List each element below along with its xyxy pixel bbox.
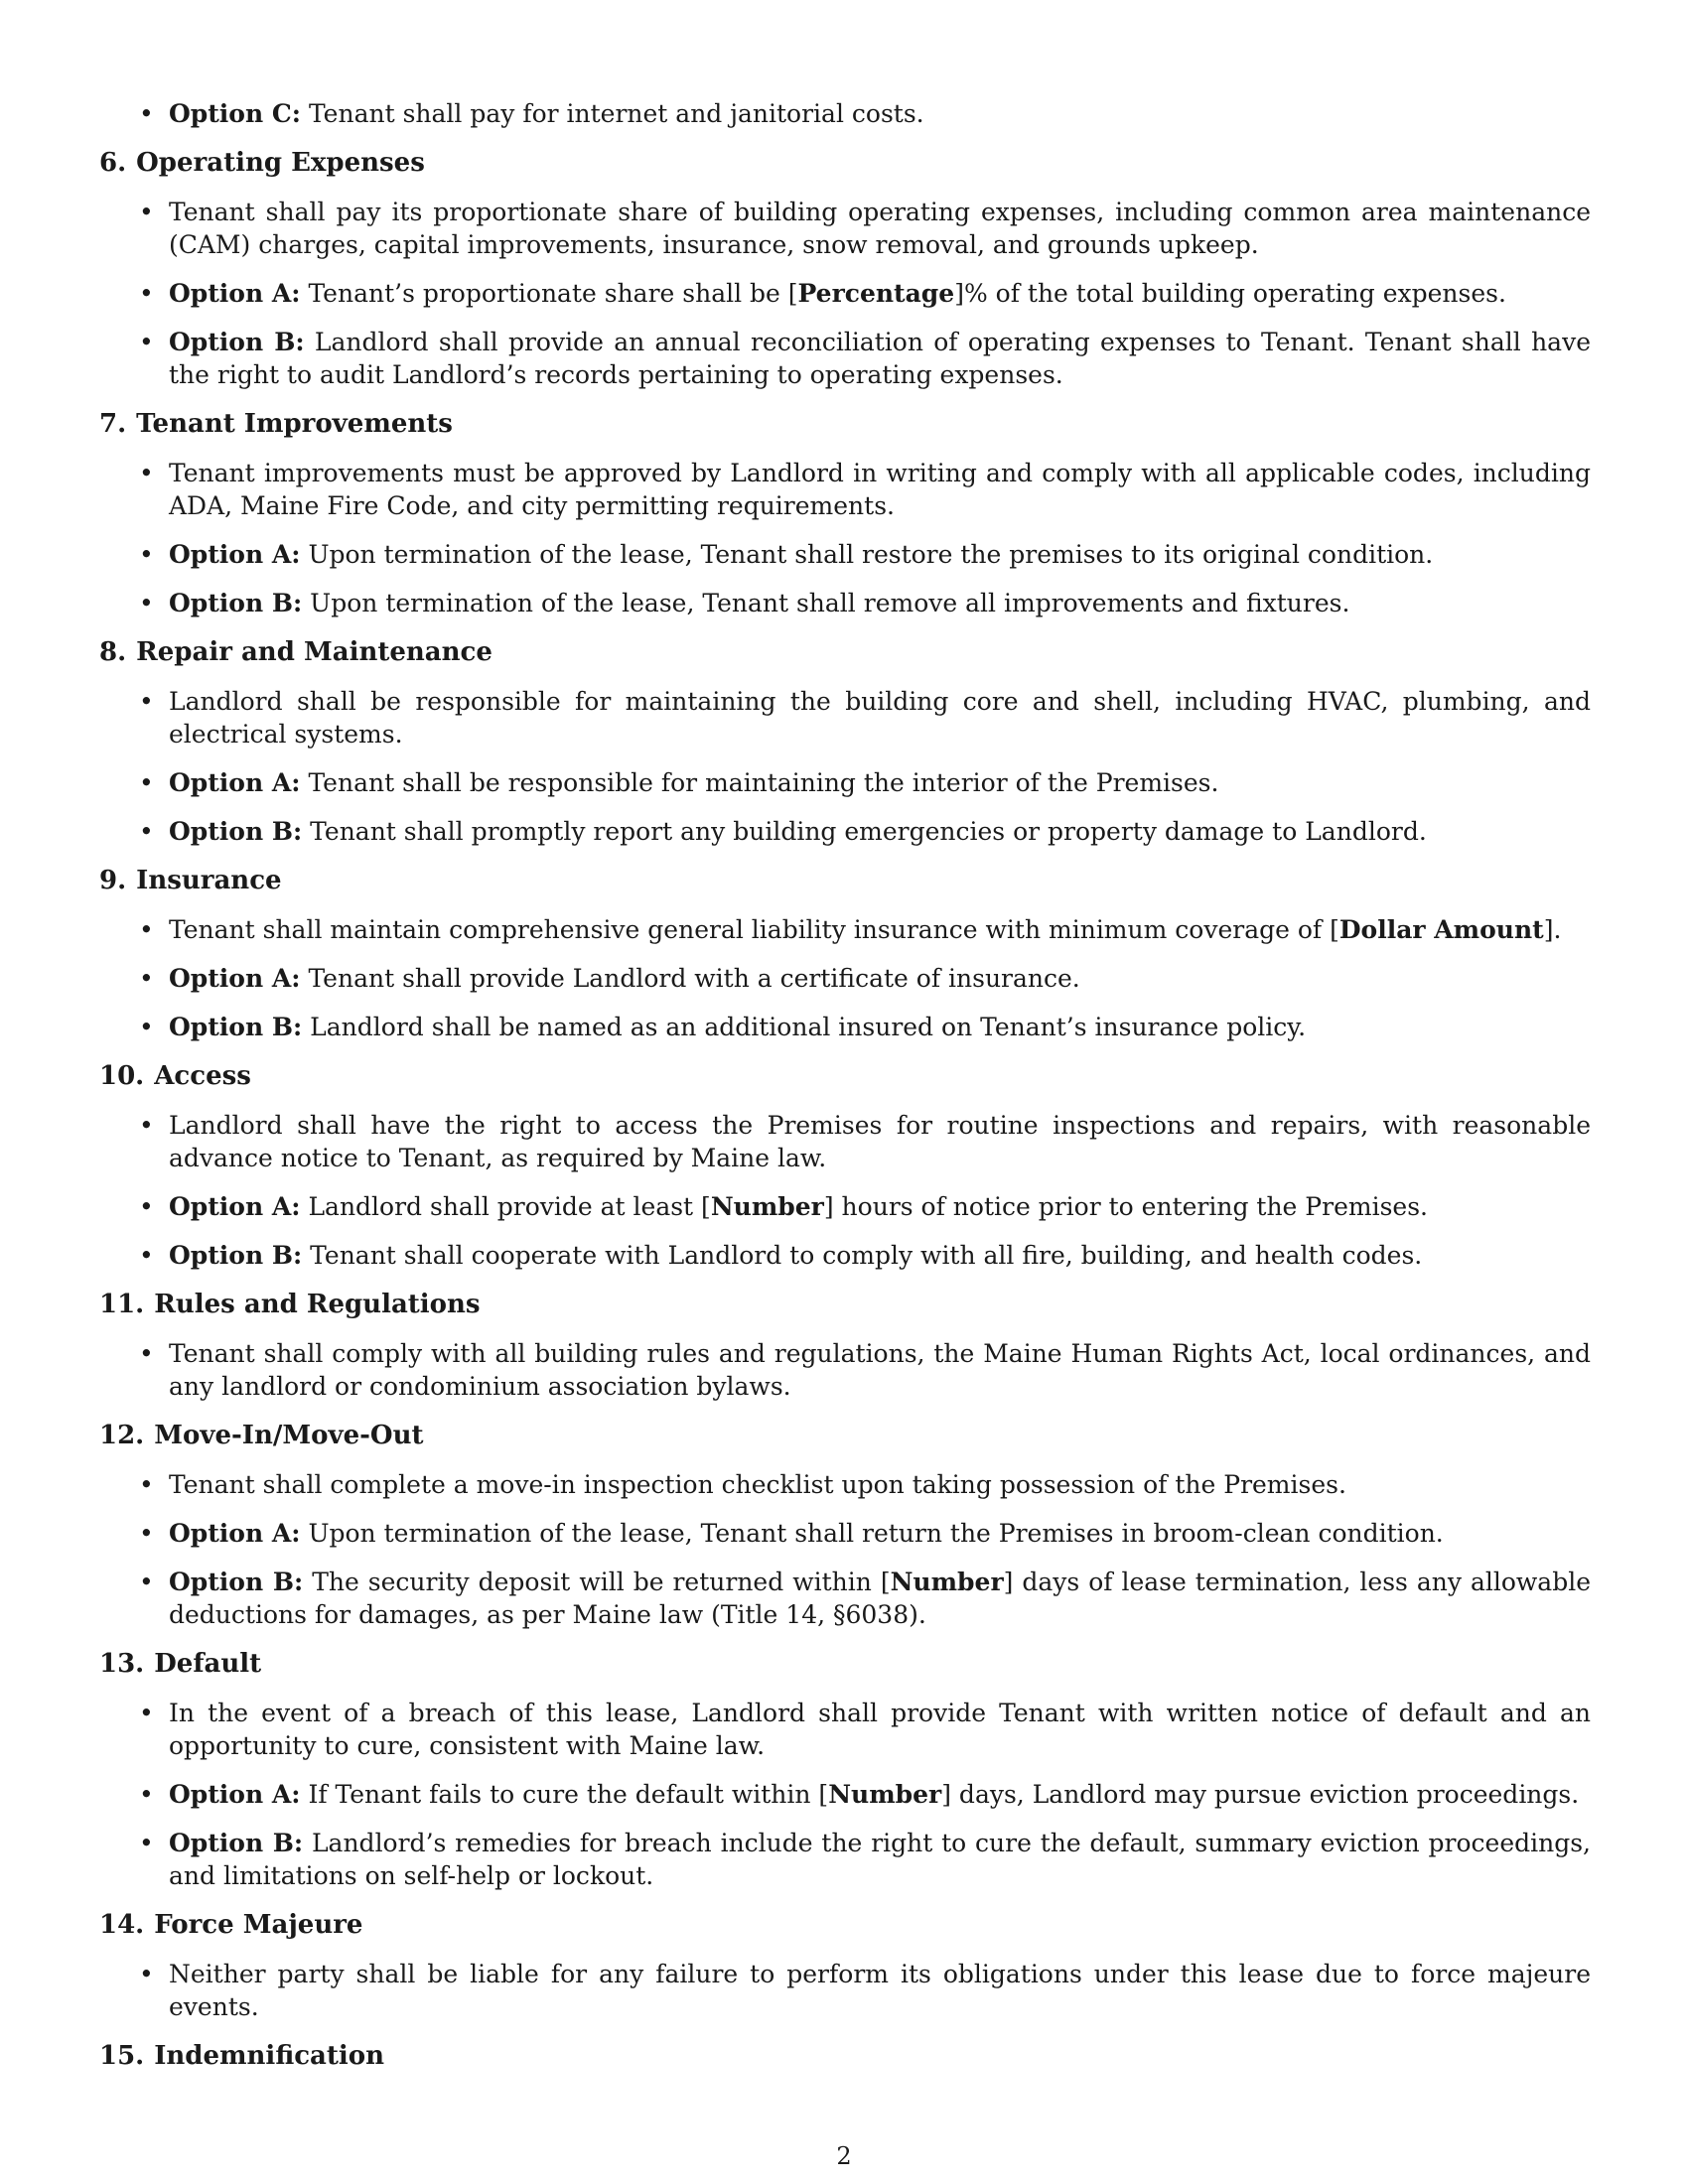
list-item xyxy=(99,196,1591,261)
list-item xyxy=(99,815,1591,848)
item-text: Landlord shall be responsible for maintaining the building core and shell, including HVAC, plumbing, and electrical systems. xyxy=(169,687,1591,749)
item-text: Tenant shall pay its proportionate share of building operating expenses, including common area maintenance (CAM) charges, capital improvements, insurance, snow removal, and grounds upkeep. xyxy=(169,198,1591,259)
option-label: Option A: xyxy=(169,1780,301,1809)
bullet-list xyxy=(99,1958,1591,2023)
list-item xyxy=(99,1697,1591,1762)
section-number: 6. xyxy=(99,148,127,178)
bullet-list xyxy=(99,1468,1591,1631)
list-item xyxy=(99,1517,1591,1550)
list-item xyxy=(99,1778,1591,1811)
section-heading-default xyxy=(99,1647,1591,1681)
option-label: Option C: xyxy=(169,99,301,128)
list-item xyxy=(99,913,1591,946)
option-label: Option B: xyxy=(169,817,303,846)
section-title: Repair and Maintenance xyxy=(136,637,492,667)
list-item xyxy=(99,1566,1591,1631)
section-number: 13. xyxy=(99,1649,145,1679)
section-title: Operating Expenses xyxy=(136,148,425,178)
list-item xyxy=(99,962,1591,995)
section-heading-insurance xyxy=(99,864,1591,897)
section-title: Access xyxy=(154,1061,251,1091)
list-item xyxy=(99,97,1591,130)
section-number: 14. xyxy=(99,1910,145,1940)
section-heading-repair-and-maintenance xyxy=(99,635,1591,669)
section-title: Tenant Improvements xyxy=(136,409,453,439)
section-heading-indemnification xyxy=(99,2039,1591,2073)
section-heading-tenant-improvements xyxy=(99,407,1591,441)
option-label: Option B: xyxy=(169,589,303,617)
list-item xyxy=(99,1190,1591,1223)
list-item xyxy=(99,685,1591,751)
section-heading-rules-and-regulations xyxy=(99,1288,1591,1321)
list-item xyxy=(99,1337,1591,1403)
list-item xyxy=(99,766,1591,799)
item-text: Upon termination of the lease, Tenant shall remove all improvements and fixtures. xyxy=(310,589,1350,617)
item-text: Tenant shall comply with all building rules and regulations, the Maine Human Rights Act, local ordinances, and any landlord or condominium association bylaws. xyxy=(169,1339,1591,1401)
list-item xyxy=(99,1011,1591,1043)
item-text: In the event of a breach of this lease, Landlord shall provide Tenant with written notice of default and an opportunity to cure, consistent with Maine law. xyxy=(169,1699,1591,1760)
item-text: Tenant shall provide Landlord with a certificate of insurance. xyxy=(308,964,1080,993)
item-text: Upon termination of the lease, Tenant shall restore the premises to its original condition. xyxy=(308,540,1434,569)
item-text: Neither party shall be liable for any failure to perform its obligations under this lease due to force majeure events. xyxy=(169,1960,1591,2021)
item-text: Tenant shall promptly report any building emergencies or property damage to Landlord. xyxy=(310,817,1427,846)
section-number: 15. xyxy=(99,2041,145,2071)
option-label: Option B: xyxy=(169,1241,303,1270)
section-number: 12. xyxy=(99,1421,145,1450)
placeholder-field: Dollar Amount xyxy=(1338,915,1544,944)
placeholder-field: Number xyxy=(710,1192,824,1221)
option-label: Option B: xyxy=(169,1568,304,1596)
list-item xyxy=(99,1468,1591,1501)
option-label: Option A: xyxy=(169,1192,301,1221)
section-title: Move-In/Move-Out xyxy=(154,1421,424,1450)
option-label: Option B: xyxy=(169,1013,303,1041)
placeholder-field: Number xyxy=(828,1780,942,1809)
bullet-list xyxy=(99,1109,1591,1272)
section-title: Force Majeure xyxy=(154,1910,363,1940)
list-item xyxy=(99,457,1591,522)
section-number: 8. xyxy=(99,637,127,667)
item-text: Tenant shall complete a move-in inspection checklist upon taking possession of the Premises. xyxy=(169,1470,1346,1499)
option-label: Option B: xyxy=(169,328,305,356)
bullet-list xyxy=(99,457,1591,619)
item-text: Tenant shall be responsible for maintaining the interior of the Premises. xyxy=(308,768,1219,797)
option-label: Option B: xyxy=(169,1829,304,1857)
option-label: Option A: xyxy=(169,964,301,993)
placeholder-field: Percentage xyxy=(797,279,955,308)
section-heading-force-majeure xyxy=(99,1908,1591,1942)
list-item xyxy=(99,1827,1591,1892)
bullet-list xyxy=(99,1697,1591,1892)
bullet-list xyxy=(99,196,1591,391)
section-title: Default xyxy=(154,1649,262,1679)
item-text: Landlord shall provide at least [Number] hours of notice prior to entering the Premises. xyxy=(308,1192,1428,1221)
page-number: 2 xyxy=(836,2142,852,2170)
list-item xyxy=(99,1239,1591,1272)
document-body xyxy=(99,97,1591,2089)
list-item xyxy=(99,587,1591,619)
item-text: Tenant’s proportionate share shall be [Percentage]% of the total building operating expenses. xyxy=(308,279,1506,308)
list-item xyxy=(99,538,1591,571)
item-text: Tenant shall maintain comprehensive general liability insurance with minimum coverage of [Dollar Amount]. xyxy=(169,915,1562,944)
section-number: 11. xyxy=(99,1290,145,1319)
section-title: Insurance xyxy=(136,866,282,895)
option-label: Option A: xyxy=(169,279,301,308)
list-item xyxy=(99,1958,1591,2023)
section-heading-access xyxy=(99,1059,1591,1093)
section-title: Indemnification xyxy=(154,2041,385,2071)
bullet-list xyxy=(99,685,1591,848)
list-item xyxy=(99,277,1591,310)
section-number: 10. xyxy=(99,1061,145,1091)
item-text: Landlord’s remedies for breach include the right to cure the default, summary eviction proceedings, and limitations on self-help or lockout. xyxy=(169,1829,1591,1890)
option-label: Option A: xyxy=(169,540,301,569)
item-text: Upon termination of the lease, Tenant shall return the Premises in broom-clean condition. xyxy=(308,1519,1444,1548)
item-text: Landlord shall have the right to access the Premises for routine inspections and repairs, with reasonable advance notice to Tenant, as required by Maine law. xyxy=(169,1111,1591,1172)
item-text: Tenant shall cooperate with Landlord to comply with all fire, building, and health codes. xyxy=(310,1241,1423,1270)
placeholder-field: Number xyxy=(890,1568,1004,1596)
bullet-list xyxy=(99,913,1591,1043)
section-number: 7. xyxy=(99,409,127,439)
section-number: 9. xyxy=(99,866,127,895)
item-text: If Tenant fails to cure the default within [Number] days, Landlord may pursue eviction proceedings. xyxy=(308,1780,1580,1809)
list-item xyxy=(99,326,1591,391)
item-text: The security deposit will be returned within [Number] days of lease termination, less any allowable deductions for damages, as per Maine law (Title 14, §6038). xyxy=(169,1568,1591,1629)
section-heading-operating-expenses xyxy=(99,146,1591,180)
option-label: Option A: xyxy=(169,1519,301,1548)
item-text: Landlord shall be named as an additional insured on Tenant’s insurance policy. xyxy=(310,1013,1307,1041)
item-text: Tenant improvements must be approved by Landlord in writing and comply with all applicable codes, including ADA, Maine Fire Code, and city permitting requirements. xyxy=(169,459,1591,520)
bullet-list xyxy=(99,97,1591,130)
item-text: Tenant shall pay for internet and janitorial costs. xyxy=(308,99,924,128)
list-item xyxy=(99,1109,1591,1174)
bullet-list xyxy=(99,1337,1591,1403)
section-title: Rules and Regulations xyxy=(154,1290,481,1319)
section-heading-move-in-move-out xyxy=(99,1419,1591,1452)
option-label: Option A: xyxy=(169,768,301,797)
item-text: Landlord shall provide an annual reconciliation of operating expenses to Tenant. Tenant shall have the right to audit Landlord’s records pertaining to operating expenses. xyxy=(169,328,1591,389)
